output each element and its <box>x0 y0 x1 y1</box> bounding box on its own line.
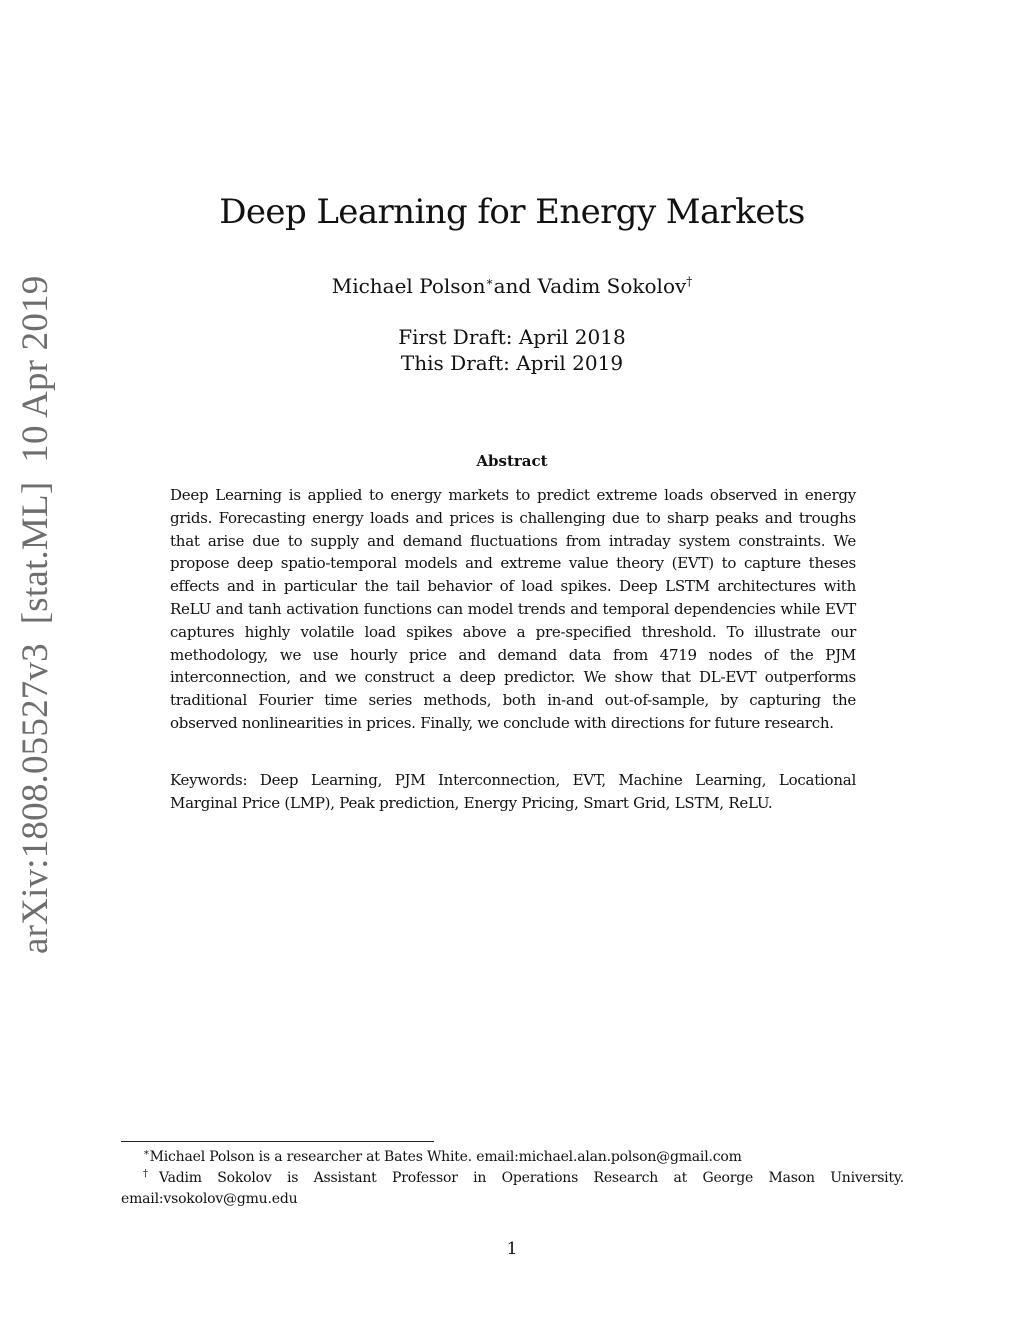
abstract-heading: Abstract <box>476 452 548 470</box>
footnotes <box>121 1147 904 1210</box>
footnote-sokolov <box>121 1168 904 1210</box>
abstract-body: Deep Learning is applied to energy markets to predict extreme loads observed in energy grids. Forecasting energy loads and prices is challenging due to sharp peaks and troughs that arise due to supply and demand fluctuations from intraday system constraints. We propose deep spatio-temporal models and extreme value theory (EVT) to capture theses effects and in particular the tail behavior of load spikes. Deep LSTM architectures with ReLU and tanh activation functions can model trends and temporal dependencies while EVT captures highly volatile load spikes above a pre-specified threshold. To illustrate our methodology, we use hourly price and demand data from 4719 nodes of the PJM interconnection, and we construct a deep predictor. We show that DL-EVT outperforms traditional Fourier time series methods, both in-and out-of-sample, by capturing the observed nonlinearities in prices. Finally, we conclude with directions for future research. <box>170 486 856 732</box>
footnote-mark-author2[interactable]: † <box>686 274 693 289</box>
footnote-mark: ∗ <box>143 1147 150 1159</box>
author-name-sokolov: and Vadim Sokolov <box>493 274 687 298</box>
footnote-text: Vadim Sokolov is Assistant Professor in Operations Research at George Mason University. email:vsokolov@gmu.edu <box>121 1170 904 1207</box>
footnote-divider <box>121 1141 434 1142</box>
paper-title: Deep Learning for Energy Markets <box>219 192 805 232</box>
author-name-polson: Michael Polson <box>331 274 486 298</box>
page-number: 1 <box>506 1239 518 1259</box>
draft-dates <box>0 324 1024 376</box>
first-draft-date: First Draft: April 2018 <box>398 325 626 349</box>
this-draft-date: This Draft: April 2019 <box>400 351 624 375</box>
arxiv-identifier-stamp: arXiv:1808.05527v3 [stat.ML] 10 Apr 2019 <box>15 275 56 954</box>
author-line <box>0 271 1024 301</box>
footnote-mark: † <box>143 1168 159 1180</box>
footnote-text: Michael Polson is a researcher at Bates White. email:michael.alan.polson@gmail.com <box>149 1149 742 1165</box>
footnote-mark-author1[interactable]: ∗ <box>485 274 494 289</box>
footnote-polson <box>121 1147 904 1168</box>
keywords-paragraph: Keywords: Deep Learning, PJM Interconnection, EVT, Machine Learning, Locational Marginal Price (LMP), Peak prediction, Energy Pricing, Smart Grid, LSTM, ReLU. <box>170 771 856 812</box>
